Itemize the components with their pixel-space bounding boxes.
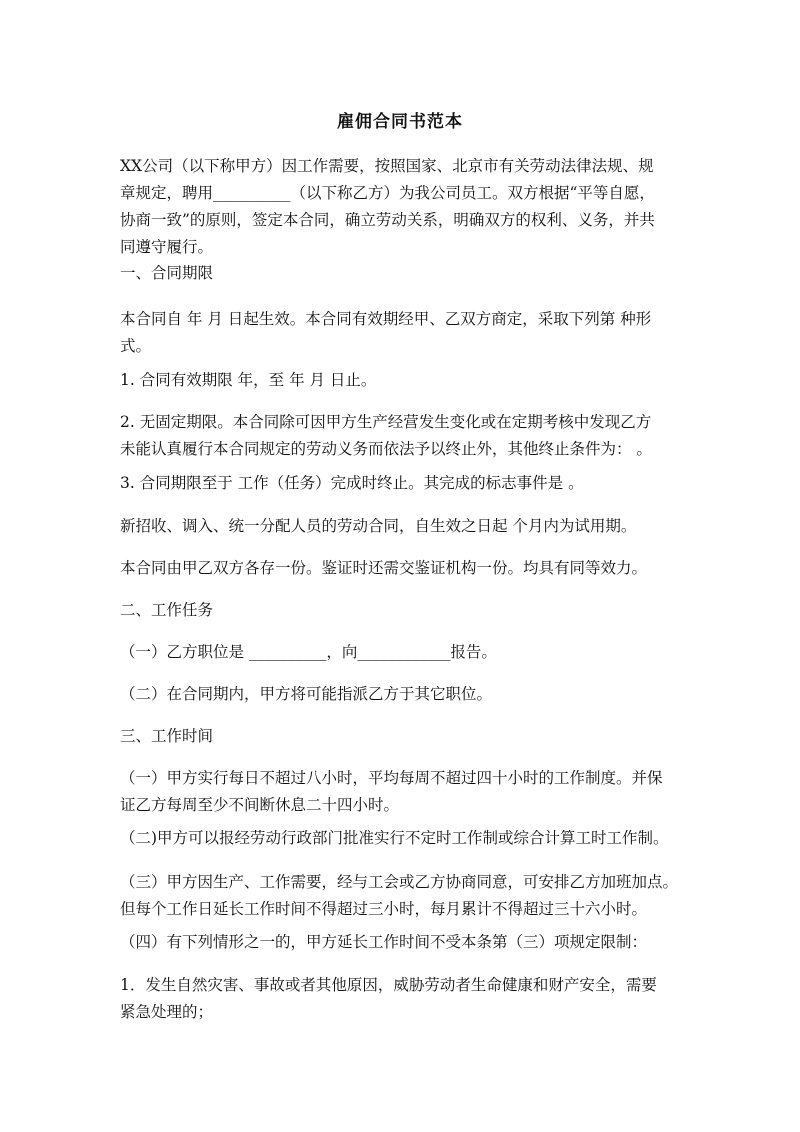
- text-line: 章规定，聘用__________（以下称乙方）为我公司员工。双方根据“平等自愿，: [120, 184, 655, 202]
- text-line: 新招收、调入、统一分配人员的劳动合同，自生效之日起 个月内为试用期。: [120, 517, 637, 535]
- text-line: 证乙方每周至少不间断休息二十四小时。: [120, 796, 400, 814]
- exception-item-1: [120, 972, 695, 1026]
- probation-paragraph: [120, 513, 695, 540]
- text-line: 3. 合同期限至于 工作（任务）完成时终止。其完成的标志事件是 。: [120, 474, 584, 492]
- text-line: （二）在合同期内，甲方将可能指派乙方于其它职位。: [120, 685, 493, 703]
- section-heading-work-tasks: [120, 597, 695, 624]
- text-line: （一）甲方实行每日不超过八小时，平均每周不超过四十小时的工作制度。并保: [120, 769, 663, 787]
- text-line: 同遵守履行。: [120, 238, 214, 256]
- text-line: 未能认真履行本合同规定的劳动义务而依法予以终止外，其他终止条件为： 。: [120, 440, 652, 458]
- heading-text: 一、合同期限: [120, 264, 214, 282]
- text-line: （三）甲方因生产、工作需要，经与工会或乙方协商同意，可安排乙方加班加点。: [120, 873, 679, 891]
- heading-text: 三、工作时间: [120, 727, 214, 745]
- text-line: 本合同自 年 月 日起生效。本合同有效期经甲、乙双方商定，采取下列第 种形: [120, 310, 652, 328]
- text-line: 1．发生自然灾害、事故或者其他原因，威胁劳动者生命健康和财产安全，需要: [120, 976, 657, 994]
- hours-item-1: [120, 765, 695, 819]
- document-title: 雇佣合同书范本: [337, 112, 463, 132]
- text-line: 协商一致”的原则，签定本合同，确立劳动关系，明确双方的权利、义务，并共: [120, 211, 655, 229]
- hours-item-2: [120, 825, 695, 852]
- hours-item-3: [120, 869, 695, 923]
- fixed-term-item: [120, 367, 695, 394]
- text-line: 本合同由甲乙双方各存一份。鉴证时还需交鉴证机构一份。均具有同等效力。: [120, 559, 648, 577]
- reassignment-item: [120, 681, 695, 708]
- section-heading-working-hours: [120, 723, 695, 750]
- text-line: 但每个工作日延长工作时间不得超过三小时，每月累计不得超过三十六小时。: [120, 900, 648, 918]
- copies-paragraph: [120, 555, 695, 582]
- task-term-item: [120, 470, 695, 497]
- section-heading-contract-term: [120, 260, 695, 287]
- hours-item-4: [120, 929, 695, 956]
- text-line: 式。: [120, 337, 152, 355]
- text-line: 1. 合同有效期限 年，至 年 月 日止。: [120, 371, 377, 389]
- text-line: 2. 无固定期限。本合同除可因甲方生产经营发生变化或在定期考核中发现乙方: [120, 413, 652, 431]
- text-line: （四）有下列情形之一的，甲方延长工作时间不受本条第（三）项规定限制：: [120, 933, 648, 951]
- intro-paragraph: [120, 153, 695, 261]
- open-term-item: [120, 409, 695, 463]
- text-line: （一）乙方职位是 __________，向____________报告。: [120, 643, 497, 661]
- effective-date-paragraph: [120, 306, 695, 360]
- text-line: 紧急处理的；: [120, 1003, 214, 1021]
- heading-text: 二、工作任务: [120, 601, 214, 619]
- position-item: [120, 639, 695, 666]
- text-line: （二)甲方可以报经劳动行政部门批准实行不定时工作制或综合计算工时工作制。: [120, 829, 669, 847]
- text-line: XX公司（以下称甲方）因工作需要，按照国家、北京市有关劳动法律法规、规: [120, 157, 654, 175]
